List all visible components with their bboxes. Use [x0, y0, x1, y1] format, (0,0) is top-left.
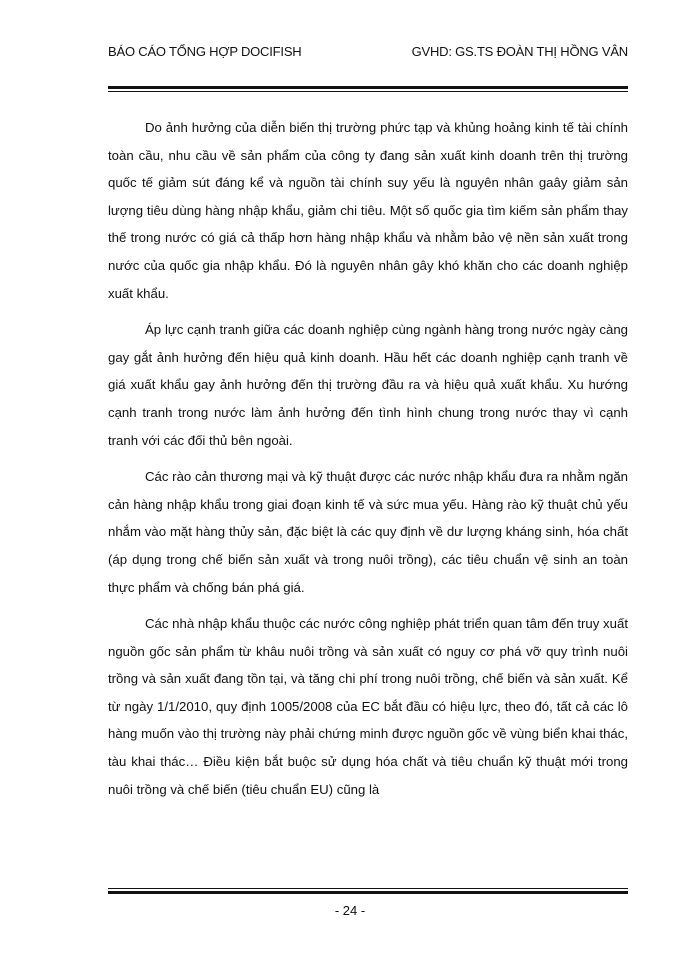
header-report-title: BÁO CÁO TỔNG HỢP DOCIFISH — [108, 44, 302, 59]
paragraph-3: Các rào cản thương mại và kỹ thuật được các nước nhập khẩu đưa ra nhằm ngăn cản hàng nhập khẩu trong giai đoạn kinh tế và sức mua yếu. Hàng rào kỹ thuật chủ yếu nhắm vào mặt hàng thủy sản, đặc biệt là các quy định về dư lượng kháng sinh, hóa chất (áp dụng trong chế biến sản xuất và trong nuôi trồng), các tiêu chuẩn vệ sinh an toàn thực phẩm và chống bán phá giá. — [108, 469, 628, 595]
header-advisor: GVHD: GS.TS ĐOÀN THỊ HỒNG VÂN — [411, 44, 628, 59]
page-number: - 24 - — [334, 903, 366, 918]
footer-divider — [108, 888, 628, 894]
body-text — [108, 114, 628, 812]
paragraph-2: Áp lực cạnh tranh giữa các doanh nghiệp cùng ngành hàng trong nước ngày càng gay gắt ảnh hưởng đến hiệu quả kinh doanh. Hầu hết các doanh nghiệp cạnh tranh về giá xuất khẩu gay ảnh hưởng đến thị trường đầu ra và hiệu quả xuất khẩu. Xu hướng cạnh tranh trong nước làm ảnh hưởng đến tình hình chung trong nước thay vì cạnh tranh với các đối thủ bên ngoài. — [108, 322, 628, 448]
header-divider — [108, 86, 628, 92]
paragraph-1: Do ảnh hưởng của diễn biến thị trường phức tạp và khủng hoảng kinh tế tài chính toàn cầu, nhu cầu về sản phẩm của công ty đang sản xuất kinh doanh trên thị trường quốc tế giảm sút đáng kể và nguồn tài chính suy yếu là nguyên nhân gaây giảm sản lượng tiêu dùng hàng nhập khẩu, giảm chi tiêu. Một số quốc gia tìm kiếm sản phẩm thay thế trong nước có giá cả thấp hơn hàng nhập khẩu và nhằm bảo vệ nền sản xuất trong nước của quốc gia nhập khẩu. Đó là nguyên nhân gây khó khăn cho các doanh nghiệp xuất khẩu. — [108, 120, 628, 301]
paragraph-4: Các nhà nhập khẩu thuộc các nước công nghiệp phát triển quan tâm đến truy xuất nguồn gốc sản phẩm từ khâu nuôi trồng và sản xuất có nguy cơ phá vỡ quy trình nuôi trồng và sản xuất đang tồn tại, và tăng chi phí trong nuôi trồng, chế biến và sản xuất. Kể từ ngày 1/1/2010, quy định 1005/2008 của EC bắt đầu có hiệu lực, theo đó, tất cả các lô hàng muốn vào thị trường này phải chứng minh được nguồn gốc về vùng biển khai thác, tàu khai thác… Điều kiện bắt buộc sử dụng hóa chất và tiêu chuẩn kỹ thuật mới trong nuôi trồng và chế biến (tiêu chuẩn EU) cũng là — [108, 616, 628, 797]
page-header — [108, 44, 628, 64]
